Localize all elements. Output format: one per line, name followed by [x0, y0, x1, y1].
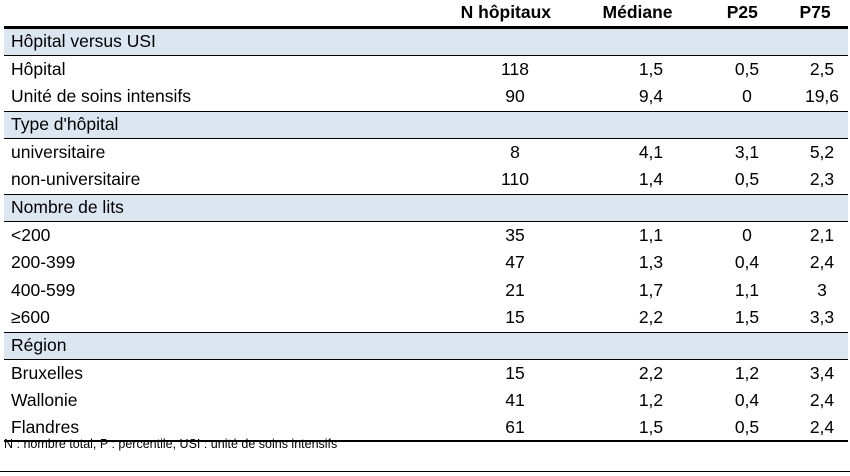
- row-label: Flandres: [11, 416, 80, 437]
- cell-p75: 2,5: [809, 58, 835, 79]
- cell-median: 1,2: [638, 390, 664, 411]
- row-label: 200-399: [11, 252, 76, 273]
- table-row: [4, 249, 848, 277]
- cell-p25: 0,5: [734, 169, 760, 190]
- row-label: Unité de soins intensifs: [11, 86, 191, 107]
- cell-n: 110: [501, 169, 529, 190]
- cell-p75: 2,4: [809, 416, 835, 437]
- section-header: [4, 111, 848, 139]
- table-row: [4, 166, 848, 194]
- cell-p25: 1,2: [734, 362, 760, 383]
- cell-p75: 5,2: [809, 141, 835, 162]
- cell-n: 90: [505, 86, 525, 107]
- cell-median: 1,5: [638, 416, 664, 437]
- statistics-table: [4, 0, 848, 442]
- table-row: [4, 304, 848, 332]
- table-row: [4, 83, 848, 111]
- table-row: [4, 56, 848, 84]
- cell-median: 2,2: [638, 307, 664, 328]
- row-label: 400-599: [11, 279, 76, 300]
- row-label: <200: [11, 224, 51, 245]
- cell-p75: 2,4: [809, 390, 835, 411]
- cell-median: 1,3: [638, 252, 664, 273]
- cell-p75: 3,3: [809, 307, 835, 328]
- cell-n: 118: [501, 58, 529, 79]
- table-row: [4, 277, 848, 305]
- cell-p25: 0,4: [734, 390, 760, 411]
- row-label: Bruxelles: [11, 362, 83, 383]
- cell-n: 47: [505, 252, 525, 273]
- section-header: [4, 332, 848, 360]
- cell-p25: 0,4: [734, 252, 760, 273]
- cell-p25: 0: [742, 86, 752, 107]
- section-header: [4, 28, 848, 56]
- cell-n: 41: [505, 390, 525, 411]
- cell-median: 1,1: [638, 224, 664, 245]
- table-header-row: [4, 0, 848, 28]
- row-label: Wallonie: [11, 390, 78, 411]
- cell-p75: 2,3: [809, 169, 835, 190]
- cell-p25: 0: [742, 224, 752, 245]
- cell-median: 4,1: [638, 141, 664, 162]
- section-title: Nombre de lits: [11, 197, 124, 217]
- cell-n: 8: [510, 141, 520, 162]
- cell-p25: 3,1: [734, 141, 760, 162]
- cell-median: 1,5: [638, 58, 664, 79]
- table-row: [4, 222, 848, 250]
- cell-median: 1,7: [638, 279, 664, 300]
- cell-n: 15: [505, 307, 525, 328]
- table-row: [4, 387, 848, 415]
- cell-p75: 3: [817, 279, 827, 300]
- section-header: [4, 194, 848, 222]
- cell-p75: 3,4: [809, 362, 835, 383]
- bottom-divider: [0, 471, 850, 472]
- table-row: [4, 360, 848, 388]
- header-p75: P75: [799, 2, 831, 23]
- table-row: [4, 139, 848, 167]
- cell-median: 9,4: [638, 86, 664, 107]
- cell-n: 35: [505, 224, 525, 245]
- cell-p75: 2,4: [809, 252, 835, 273]
- cell-p25: 1,5: [734, 307, 760, 328]
- cell-median: 1,4: [638, 169, 664, 190]
- table-footnote: N : nombre total, P : percentile, USI : unité de soins intensifs: [4, 437, 338, 451]
- header-n-hospitals: N hôpitaux: [460, 2, 552, 23]
- row-label: non-universitaire: [11, 169, 141, 190]
- section-title: Région: [11, 335, 67, 355]
- row-label: ≥600: [11, 307, 50, 328]
- cell-p25: 0,5: [734, 58, 760, 79]
- header-p25: P25: [726, 2, 758, 23]
- cell-p25: 1,1: [734, 279, 760, 300]
- row-label: Hôpital: [11, 58, 66, 79]
- section-title: Type d'hôpital: [11, 114, 119, 134]
- cell-median: 2,2: [638, 362, 664, 383]
- cell-p75: 2,1: [809, 224, 835, 245]
- cell-n: 61: [505, 416, 525, 437]
- header-median: Médiane: [602, 2, 673, 23]
- cell-n: 21: [505, 279, 525, 300]
- section-title: Hôpital versus USI: [11, 31, 156, 51]
- cell-p25: 0,5: [734, 416, 760, 437]
- cell-p75: 19,6: [804, 86, 840, 107]
- row-label: universitaire: [11, 141, 106, 162]
- cell-n: 15: [505, 362, 525, 383]
